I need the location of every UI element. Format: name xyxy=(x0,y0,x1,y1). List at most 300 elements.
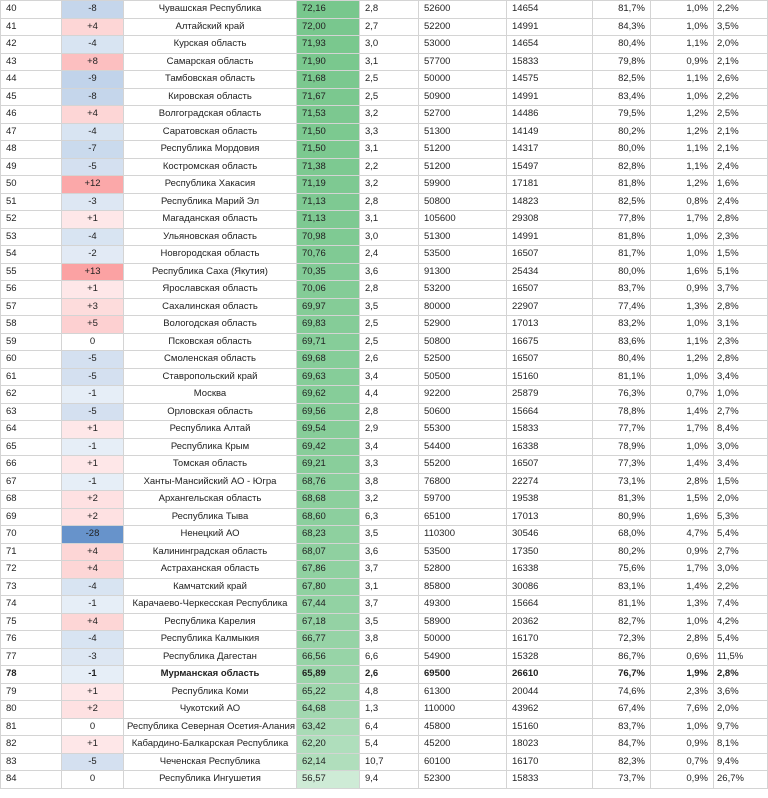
cell-percent-2: 1,0% xyxy=(651,1,714,19)
cell-percent-2: 1,0% xyxy=(651,18,714,36)
cell-percent-3: 3,5% xyxy=(714,18,768,36)
cell-value-3: 16507 xyxy=(507,281,593,299)
table-row xyxy=(1,648,768,666)
table-row xyxy=(1,298,768,316)
cell-region: Чукотский АО xyxy=(124,701,297,719)
cell-percent-3: 2,4% xyxy=(714,158,768,176)
cell-value-3: 16338 xyxy=(507,561,593,579)
cell-value-1: 2,5 xyxy=(360,316,419,334)
cell-value-1: 1,3 xyxy=(360,701,419,719)
cell-value-1: 3,8 xyxy=(360,473,419,491)
cell-rank: 49 xyxy=(1,158,62,176)
cell-percent-3: 2,2% xyxy=(714,1,768,19)
cell-region: Новгородская область xyxy=(124,246,297,264)
cell-rank: 76 xyxy=(1,631,62,649)
cell-percent-2: 1,0% xyxy=(651,613,714,631)
cell-value-3: 25879 xyxy=(507,386,593,404)
cell-rank: 52 xyxy=(1,211,62,229)
cell-percent-2: 1,4% xyxy=(651,403,714,421)
cell-value-2: 50500 xyxy=(419,368,507,386)
cell-value-1: 3,6 xyxy=(360,263,419,281)
cell-region: Алтайский край xyxy=(124,18,297,36)
cell-percent-2: 1,4% xyxy=(651,578,714,596)
cell-percent-1: 81,7% xyxy=(593,246,651,264)
cell-score: 70,76 xyxy=(297,246,360,264)
cell-region: Курская область xyxy=(124,36,297,54)
cell-value-1: 2,9 xyxy=(360,421,419,439)
table-row xyxy=(1,718,768,736)
cell-percent-1: 81,8% xyxy=(593,176,651,194)
cell-value-3: 30086 xyxy=(507,578,593,596)
cell-score: 72,16 xyxy=(297,1,360,19)
table-row xyxy=(1,211,768,229)
cell-percent-1: 77,7% xyxy=(593,421,651,439)
cell-value-3: 14654 xyxy=(507,1,593,19)
cell-region: Республика Мордовия xyxy=(124,141,297,159)
cell-percent-2: 1,5% xyxy=(651,491,714,509)
cell-rank-change: +4 xyxy=(62,613,124,631)
cell-value-3: 16507 xyxy=(507,456,593,474)
cell-percent-2: 1,1% xyxy=(651,71,714,89)
cell-percent-2: 1,3% xyxy=(651,298,714,316)
table-row xyxy=(1,263,768,281)
cell-score: 71,19 xyxy=(297,176,360,194)
cell-value-2: 54900 xyxy=(419,648,507,666)
cell-value-2: 52900 xyxy=(419,316,507,334)
cell-percent-1: 73,1% xyxy=(593,473,651,491)
cell-value-3: 22274 xyxy=(507,473,593,491)
table-row xyxy=(1,753,768,771)
cell-rank-change: -1 xyxy=(62,596,124,614)
cell-percent-2: 0,9% xyxy=(651,281,714,299)
cell-percent-1: 80,2% xyxy=(593,123,651,141)
cell-percent-3: 2,1% xyxy=(714,141,768,159)
table-row xyxy=(1,158,768,176)
cell-rank: 54 xyxy=(1,246,62,264)
cell-value-1: 2,7 xyxy=(360,18,419,36)
cell-region: Республика Калмыкия xyxy=(124,631,297,649)
cell-rank-change: -4 xyxy=(62,36,124,54)
cell-percent-1: 81,7% xyxy=(593,1,651,19)
cell-percent-1: 80,4% xyxy=(593,36,651,54)
cell-value-3: 15328 xyxy=(507,648,593,666)
cell-percent-2: 1,0% xyxy=(651,228,714,246)
cell-value-2: 51300 xyxy=(419,123,507,141)
cell-rank-change: +13 xyxy=(62,263,124,281)
cell-value-2: 51300 xyxy=(419,228,507,246)
table-row xyxy=(1,561,768,579)
cell-percent-3: 3,4% xyxy=(714,456,768,474)
cell-percent-2: 0,8% xyxy=(651,193,714,211)
cell-percent-3: 2,0% xyxy=(714,491,768,509)
table-row xyxy=(1,88,768,106)
cell-region: Саратовская область xyxy=(124,123,297,141)
cell-region: Мурманская область xyxy=(124,666,297,684)
cell-region: Самарская область xyxy=(124,53,297,71)
cell-value-1: 3,5 xyxy=(360,526,419,544)
cell-percent-2: 1,0% xyxy=(651,88,714,106)
cell-rank: 63 xyxy=(1,403,62,421)
cell-percent-3: 2,0% xyxy=(714,701,768,719)
table-row xyxy=(1,1,768,19)
cell-percent-3: 1,0% xyxy=(714,386,768,404)
cell-rank: 69 xyxy=(1,508,62,526)
cell-value-1: 3,7 xyxy=(360,561,419,579)
table-row xyxy=(1,438,768,456)
cell-score: 68,60 xyxy=(297,508,360,526)
cell-percent-3: 3,4% xyxy=(714,368,768,386)
cell-value-2: 52600 xyxy=(419,1,507,19)
table-row xyxy=(1,386,768,404)
cell-percent-2: 2,8% xyxy=(651,631,714,649)
cell-percent-1: 77,3% xyxy=(593,456,651,474)
cell-score: 67,18 xyxy=(297,613,360,631)
cell-value-2: 53500 xyxy=(419,246,507,264)
cell-value-2: 45200 xyxy=(419,736,507,754)
cell-score: 70,35 xyxy=(297,263,360,281)
cell-value-2: 54400 xyxy=(419,438,507,456)
cell-percent-1: 81,3% xyxy=(593,491,651,509)
cell-score: 70,06 xyxy=(297,281,360,299)
cell-value-1: 2,2 xyxy=(360,158,419,176)
cell-rank-change: +1 xyxy=(62,683,124,701)
cell-score: 71,90 xyxy=(297,53,360,71)
cell-percent-1: 77,4% xyxy=(593,298,651,316)
cell-value-3: 16170 xyxy=(507,753,593,771)
cell-rank-change: 0 xyxy=(62,333,124,351)
ranking-table-body xyxy=(1,1,768,789)
cell-region: Архангельская область xyxy=(124,491,297,509)
table-row xyxy=(1,281,768,299)
cell-score: 62,14 xyxy=(297,753,360,771)
cell-percent-1: 77,8% xyxy=(593,211,651,229)
cell-percent-1: 81,1% xyxy=(593,368,651,386)
cell-percent-1: 83,2% xyxy=(593,316,651,334)
cell-percent-2: 1,1% xyxy=(651,333,714,351)
cell-value-3: 16170 xyxy=(507,631,593,649)
cell-rank-change: 0 xyxy=(62,718,124,736)
cell-percent-2: 1,4% xyxy=(651,456,714,474)
cell-value-2: 52500 xyxy=(419,351,507,369)
cell-percent-1: 82,5% xyxy=(593,71,651,89)
cell-value-3: 14991 xyxy=(507,18,593,36)
cell-value-2: 52800 xyxy=(419,561,507,579)
cell-value-2: 59700 xyxy=(419,491,507,509)
cell-percent-3: 2,4% xyxy=(714,193,768,211)
cell-value-3: 15160 xyxy=(507,718,593,736)
cell-rank-change: -1 xyxy=(62,473,124,491)
cell-value-1: 3,0 xyxy=(360,228,419,246)
cell-value-3: 14991 xyxy=(507,88,593,106)
cell-value-2: 50800 xyxy=(419,193,507,211)
cell-percent-3: 2,6% xyxy=(714,71,768,89)
cell-percent-1: 80,0% xyxy=(593,263,651,281)
cell-value-2: 53000 xyxy=(419,36,507,54)
cell-rank-change: +2 xyxy=(62,701,124,719)
cell-percent-3: 5,1% xyxy=(714,263,768,281)
table-row xyxy=(1,456,768,474)
cell-percent-2: 1,7% xyxy=(651,211,714,229)
cell-region: Республика Алтай xyxy=(124,421,297,439)
cell-rank-change: +1 xyxy=(62,456,124,474)
cell-score: 69,56 xyxy=(297,403,360,421)
cell-percent-2: 1,0% xyxy=(651,718,714,736)
cell-percent-3: 2,8% xyxy=(714,211,768,229)
cell-value-2: 51200 xyxy=(419,158,507,176)
cell-percent-3: 2,8% xyxy=(714,666,768,684)
table-row xyxy=(1,491,768,509)
cell-value-3: 14317 xyxy=(507,141,593,159)
cell-rank-change: -4 xyxy=(62,228,124,246)
cell-rank: 55 xyxy=(1,263,62,281)
cell-rank: 60 xyxy=(1,351,62,369)
cell-region: Республика Карелия xyxy=(124,613,297,631)
table-row xyxy=(1,36,768,54)
cell-percent-1: 80,0% xyxy=(593,141,651,159)
cell-value-2: 50000 xyxy=(419,631,507,649)
cell-score: 69,71 xyxy=(297,333,360,351)
cell-rank-change: -4 xyxy=(62,578,124,596)
cell-value-3: 29308 xyxy=(507,211,593,229)
cell-value-2: 60100 xyxy=(419,753,507,771)
cell-rank: 71 xyxy=(1,543,62,561)
cell-value-1: 10,7 xyxy=(360,753,419,771)
cell-value-1: 2,8 xyxy=(360,403,419,421)
cell-region: Чувашская Республика xyxy=(124,1,297,19)
cell-percent-1: 86,7% xyxy=(593,648,651,666)
cell-percent-3: 3,0% xyxy=(714,561,768,579)
cell-value-1: 3,5 xyxy=(360,613,419,631)
cell-rank-change: +4 xyxy=(62,106,124,124)
cell-region: Кабардино-Балкарская Республика xyxy=(124,736,297,754)
cell-value-1: 3,0 xyxy=(360,36,419,54)
cell-percent-1: 82,7% xyxy=(593,613,651,631)
cell-region: Республика Ингушетия xyxy=(124,771,297,789)
cell-value-2: 59900 xyxy=(419,176,507,194)
cell-score: 63,42 xyxy=(297,718,360,736)
cell-rank-change: +12 xyxy=(62,176,124,194)
cell-percent-3: 3,1% xyxy=(714,316,768,334)
table-row xyxy=(1,176,768,194)
cell-percent-3: 2,3% xyxy=(714,333,768,351)
cell-rank: 41 xyxy=(1,18,62,36)
table-row xyxy=(1,421,768,439)
cell-value-3: 22907 xyxy=(507,298,593,316)
table-row xyxy=(1,123,768,141)
cell-percent-3: 1,6% xyxy=(714,176,768,194)
cell-rank-change: +1 xyxy=(62,421,124,439)
cell-percent-1: 82,3% xyxy=(593,753,651,771)
cell-percent-1: 68,0% xyxy=(593,526,651,544)
cell-percent-3: 8,4% xyxy=(714,421,768,439)
cell-value-3: 14823 xyxy=(507,193,593,211)
cell-percent-2: 0,7% xyxy=(651,386,714,404)
cell-region: Камчатский край xyxy=(124,578,297,596)
cell-rank: 50 xyxy=(1,176,62,194)
cell-score: 56,57 xyxy=(297,771,360,789)
cell-value-1: 3,6 xyxy=(360,543,419,561)
cell-percent-3: 8,1% xyxy=(714,736,768,754)
cell-percent-3: 3,6% xyxy=(714,683,768,701)
cell-region: Ненецкий АО xyxy=(124,526,297,544)
table-row xyxy=(1,246,768,264)
cell-value-2: 49300 xyxy=(419,596,507,614)
cell-percent-3: 26,7% xyxy=(714,771,768,789)
cell-percent-1: 82,5% xyxy=(593,193,651,211)
cell-percent-1: 73,7% xyxy=(593,771,651,789)
cell-value-2: 50900 xyxy=(419,88,507,106)
cell-percent-1: 80,4% xyxy=(593,351,651,369)
cell-score: 69,83 xyxy=(297,316,360,334)
cell-percent-2: 1,2% xyxy=(651,351,714,369)
cell-rank: 73 xyxy=(1,578,62,596)
cell-score: 71,93 xyxy=(297,36,360,54)
cell-percent-1: 83,6% xyxy=(593,333,651,351)
cell-percent-3: 2,5% xyxy=(714,106,768,124)
cell-value-2: 50000 xyxy=(419,71,507,89)
cell-region: Карачаево-Черкесская Республика xyxy=(124,596,297,614)
cell-value-1: 6,6 xyxy=(360,648,419,666)
cell-score: 66,77 xyxy=(297,631,360,649)
cell-value-1: 3,1 xyxy=(360,211,419,229)
cell-percent-2: 1,1% xyxy=(651,36,714,54)
cell-value-1: 6,3 xyxy=(360,508,419,526)
cell-value-1: 2,6 xyxy=(360,666,419,684)
cell-rank: 80 xyxy=(1,701,62,719)
cell-value-3: 16675 xyxy=(507,333,593,351)
cell-region: Чеченская Республика xyxy=(124,753,297,771)
cell-value-1: 3,4 xyxy=(360,368,419,386)
cell-value-3: 26610 xyxy=(507,666,593,684)
cell-percent-1: 81,8% xyxy=(593,228,651,246)
table-row xyxy=(1,526,768,544)
cell-score: 67,80 xyxy=(297,578,360,596)
cell-region: Тамбовская область xyxy=(124,71,297,89)
cell-value-2: 92200 xyxy=(419,386,507,404)
cell-percent-2: 1,2% xyxy=(651,176,714,194)
cell-rank: 56 xyxy=(1,281,62,299)
cell-rank-change: +4 xyxy=(62,18,124,36)
cell-percent-1: 82,8% xyxy=(593,158,651,176)
table-row xyxy=(1,666,768,684)
table-row xyxy=(1,193,768,211)
cell-percent-2: 1,2% xyxy=(651,106,714,124)
cell-rank: 51 xyxy=(1,193,62,211)
cell-region: Республика Коми xyxy=(124,683,297,701)
cell-value-2: 52200 xyxy=(419,18,507,36)
cell-rank: 58 xyxy=(1,316,62,334)
cell-percent-1: 83,4% xyxy=(593,88,651,106)
cell-region: Псковская область xyxy=(124,333,297,351)
cell-percent-2: 0,9% xyxy=(651,771,714,789)
cell-value-3: 17350 xyxy=(507,543,593,561)
cell-rank: 45 xyxy=(1,88,62,106)
cell-score: 68,68 xyxy=(297,491,360,509)
cell-value-1: 2,8 xyxy=(360,1,419,19)
cell-value-3: 19538 xyxy=(507,491,593,509)
cell-rank-change: +1 xyxy=(62,211,124,229)
table-row xyxy=(1,631,768,649)
cell-value-1: 3,7 xyxy=(360,596,419,614)
cell-value-2: 105600 xyxy=(419,211,507,229)
cell-value-3: 16507 xyxy=(507,246,593,264)
cell-percent-3: 9,7% xyxy=(714,718,768,736)
cell-percent-2: 1,1% xyxy=(651,158,714,176)
cell-percent-1: 80,9% xyxy=(593,508,651,526)
cell-value-2: 51200 xyxy=(419,141,507,159)
table-row xyxy=(1,141,768,159)
cell-score: 71,50 xyxy=(297,141,360,159)
cell-rank: 43 xyxy=(1,53,62,71)
cell-value-1: 3,3 xyxy=(360,456,419,474)
cell-rank-change: -5 xyxy=(62,158,124,176)
cell-value-2: 50800 xyxy=(419,333,507,351)
cell-percent-3: 2,8% xyxy=(714,351,768,369)
cell-percent-2: 0,6% xyxy=(651,648,714,666)
cell-rank: 62 xyxy=(1,386,62,404)
cell-percent-2: 1,7% xyxy=(651,561,714,579)
cell-rank-change: -5 xyxy=(62,368,124,386)
cell-region: Орловская область xyxy=(124,403,297,421)
cell-percent-1: 80,2% xyxy=(593,543,651,561)
cell-rank-change: -4 xyxy=(62,631,124,649)
cell-percent-1: 74,6% xyxy=(593,683,651,701)
cell-value-1: 3,2 xyxy=(360,176,419,194)
table-row xyxy=(1,683,768,701)
cell-value-1: 4,8 xyxy=(360,683,419,701)
cell-percent-1: 76,3% xyxy=(593,386,651,404)
cell-rank: 84 xyxy=(1,771,62,789)
table-row xyxy=(1,771,768,789)
cell-rank-change: +4 xyxy=(62,543,124,561)
cell-value-3: 17013 xyxy=(507,508,593,526)
cell-percent-3: 2,2% xyxy=(714,578,768,596)
cell-rank-change: -1 xyxy=(62,666,124,684)
table-row xyxy=(1,228,768,246)
cell-percent-1: 79,8% xyxy=(593,53,651,71)
cell-rank-change: -1 xyxy=(62,386,124,404)
cell-value-2: 69500 xyxy=(419,666,507,684)
cell-score: 69,62 xyxy=(297,386,360,404)
cell-percent-3: 1,5% xyxy=(714,473,768,491)
cell-percent-2: 0,9% xyxy=(651,736,714,754)
cell-region: Магаданская область xyxy=(124,211,297,229)
cell-value-2: 52700 xyxy=(419,106,507,124)
cell-percent-2: 1,0% xyxy=(651,438,714,456)
cell-rank-change: +3 xyxy=(62,298,124,316)
cell-value-1: 3,1 xyxy=(360,53,419,71)
table-row xyxy=(1,351,768,369)
cell-region: Костромская область xyxy=(124,158,297,176)
cell-region: Смоленская область xyxy=(124,351,297,369)
table-row xyxy=(1,316,768,334)
cell-percent-2: 1,6% xyxy=(651,508,714,526)
cell-rank: 75 xyxy=(1,613,62,631)
cell-percent-3: 9,4% xyxy=(714,753,768,771)
cell-value-2: 110000 xyxy=(419,701,507,719)
cell-score: 70,98 xyxy=(297,228,360,246)
table-row xyxy=(1,508,768,526)
cell-value-3: 15833 xyxy=(507,771,593,789)
cell-rank: 40 xyxy=(1,1,62,19)
cell-score: 71,68 xyxy=(297,71,360,89)
cell-percent-3: 11,5% xyxy=(714,648,768,666)
cell-percent-3: 2,1% xyxy=(714,123,768,141)
cell-score: 65,89 xyxy=(297,666,360,684)
cell-percent-2: 1,9% xyxy=(651,666,714,684)
cell-region: Республика Северная Осетия-Алания xyxy=(124,718,297,736)
table-row xyxy=(1,701,768,719)
